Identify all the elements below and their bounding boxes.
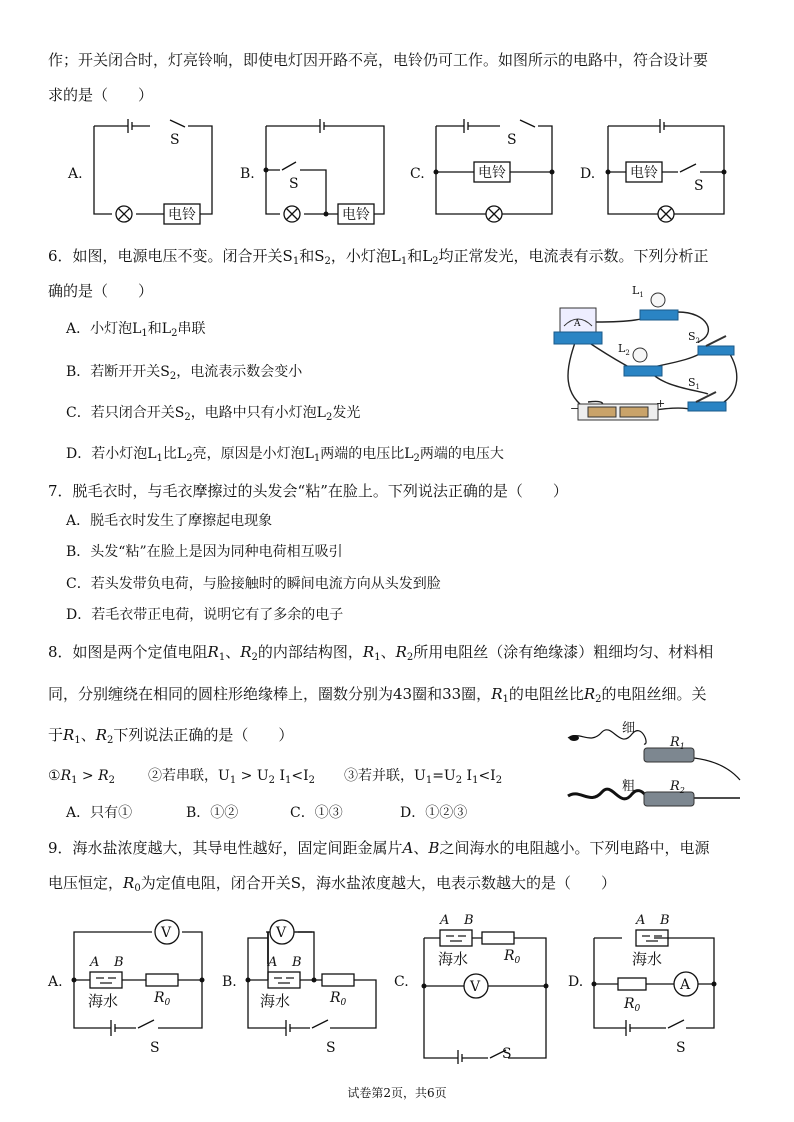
q6-ammeter-label: A — [574, 319, 581, 329]
q7-option-b[interactable]: B．头发“粘”在脸上是因为同种电荷相互吸引 — [66, 544, 343, 560]
q9-b-label-c: B — [464, 913, 474, 928]
q6-stem-line2: 确的是（ ） — [48, 282, 154, 300]
q8-statement-1: $①R_1 > R_2$ — [48, 768, 116, 786]
q5-stem-line2: 求的是（ ） — [48, 86, 154, 104]
q6-physical-circuit-figure — [548, 282, 748, 432]
q9-sea-a: 海水 — [88, 992, 119, 1010]
q6-l2-label: $L_2$ — [618, 342, 630, 357]
q5-switch-d: S — [694, 178, 704, 194]
q9-stem-line1: 9．海水盐浓度越大，其导电性越好，固定间距金属片A、B之间海水的电阻越小。下列电路中，电源 — [48, 839, 710, 857]
q9-meter-b: V — [276, 925, 287, 941]
q9-b-label-b: B — [292, 955, 302, 970]
q5-circuits-figure — [60, 112, 750, 232]
q9-sea-b: 海水 — [260, 992, 291, 1010]
q5-letter-c: C. — [410, 166, 425, 182]
q9-switch-a: S — [150, 1040, 160, 1056]
q5-stem-line1: 作；开关闭合时，灯亮铃响，即使电灯因开路不亮，电铃仍可工作。如图所示的电路中，符合设计要 — [48, 51, 709, 69]
q6-l1-label: $L_1$ — [632, 284, 644, 299]
q9-switch-b: S — [326, 1040, 336, 1056]
q6-battery-minus: − — [570, 402, 580, 415]
q9-a-label-b: A — [268, 955, 278, 970]
q5-letter-b: B. — [240, 166, 255, 182]
q6-battery-plus: + — [656, 397, 666, 410]
q8-r2-label: $R_2$ — [670, 779, 685, 795]
q7-option-a[interactable]: A．脱毛衣时发生了摩擦起电现象 — [66, 513, 273, 529]
q8-thick-label: 粗 — [622, 779, 636, 794]
q6-s2-label: $S_2$ — [688, 330, 701, 345]
q8-statement-2: ②若串联，$U_1 > U_2$ $I_1<I_2$ — [148, 768, 315, 786]
q9-b-label-a: B — [114, 955, 124, 970]
q9-switch-c: S — [502, 1046, 512, 1062]
q8-stem-line2: 同，分别缠绕在相同的圆柱形绝缘棒上，圈数分别为43圈和33圈，$R_1$的电阻丝比$R_2$的电阻丝细。关 — [48, 685, 707, 705]
q5-letter-d: D. — [580, 166, 596, 182]
q8-statement-3: ③若并联，$U_1=U_2$ $I_1<I_2$ — [344, 768, 503, 786]
q6-option-b[interactable]: B．若断开开关$S_2$，电流表示数会变小 — [66, 364, 303, 382]
q5-letter-a: A. — [68, 166, 83, 182]
q8-choice-d[interactable]: D．①②③ — [400, 805, 468, 821]
q6-stem-line1: 6．如图，电源电压不变。闭合开关$S_1$和$S_2$，小灯泡$L_1$和$L_2$均正常发光，电流表有示数。下列分析正 — [48, 247, 709, 267]
q5-switch-b: S — [289, 176, 299, 192]
q8-choice-b[interactable]: B．①② — [186, 805, 239, 821]
q8-stem-line1: 8．如图是两个定值电阻$R_1$、$R_2$的内部结构图，$R_1$、$R_2$所用电阻丝（涂有绝缘漆）粗细均匀、材料相 — [48, 643, 714, 663]
q5-switch-a: S — [170, 132, 180, 148]
q9-letter-d: D. — [568, 974, 584, 990]
q9-letter-b: B. — [222, 974, 237, 990]
q8-choice-c[interactable]: C．①③ — [290, 805, 343, 821]
q8-resistor-figure — [560, 716, 750, 816]
q9-letter-a: A. — [48, 974, 63, 990]
q7-option-c[interactable]: C．若头发带负电荷，与脸接触时的瞬间电流方向从头发到脸 — [66, 576, 441, 592]
q9-a-label-a: A — [90, 955, 100, 970]
q9-r0-b: $R_0$ — [330, 990, 347, 1008]
q9-meter-c: V — [470, 979, 481, 995]
q6-option-d[interactable]: D．若小灯泡$L_1$比$L_2$亮，原因是小灯泡$L_1$两端的电压比$L_2$两端的电压大 — [66, 446, 504, 464]
q5-bell-b: 电铃 — [342, 207, 370, 223]
q9-sea-d: 海水 — [632, 950, 663, 968]
q8-choice-a[interactable]: A．只有① — [66, 805, 133, 821]
q7-stem: 7．脱毛衣时，与毛衣摩擦过的头发会“粘”在脸上。下列说法正确的是（ ） — [48, 482, 568, 500]
q9-meter-a: V — [161, 925, 172, 941]
q9-sea-c: 海水 — [438, 950, 469, 968]
q6-option-a[interactable]: A．小灯泡$L_1$和$L_2$串联 — [66, 321, 206, 339]
q9-letter-c: C. — [394, 974, 409, 990]
q9-switch-d: S — [676, 1040, 686, 1056]
q8-stem-line3: 于$R_1$、$R_2$下列说法正确的是（ ） — [48, 726, 294, 746]
q5-bell-d: 电铃 — [630, 165, 658, 181]
q8-thin-label: 细 — [622, 721, 636, 736]
q6-s1-label: $S_1$ — [688, 376, 701, 391]
q9-b-label-d: B — [660, 913, 670, 928]
q9-a-label-c: A — [440, 913, 450, 928]
q9-stem-line2: 电压恒定，$R_0$为定值电阻，闭合开关S，海水盐浓度越大，电表示数越大的是（ ） — [48, 874, 616, 894]
q7-option-d[interactable]: D．若毛衣带正电荷，说明它有了多余的电子 — [66, 607, 344, 623]
q9-r0-d: $R_0$ — [624, 996, 641, 1014]
q9-a-label-d: A — [636, 913, 646, 928]
page-footer: 试卷第2页，共6页 — [347, 1086, 447, 1100]
q8-r1-label: $R_1$ — [670, 735, 685, 751]
q9-circuits-figure — [40, 904, 750, 1064]
q5-bell-c: 电铃 — [478, 165, 506, 181]
q9-r0-c: $R_0$ — [504, 948, 521, 966]
q6-option-c[interactable]: C．若只闭合开关$S_2$，电路中只有小灯泡$L_2$发光 — [66, 405, 361, 423]
q9-meter-d: A — [680, 977, 691, 993]
q9-r0-a: $R_0$ — [154, 990, 171, 1008]
q5-switch-c: S — [507, 132, 517, 148]
q5-bell-a: 电铃 — [168, 207, 196, 223]
